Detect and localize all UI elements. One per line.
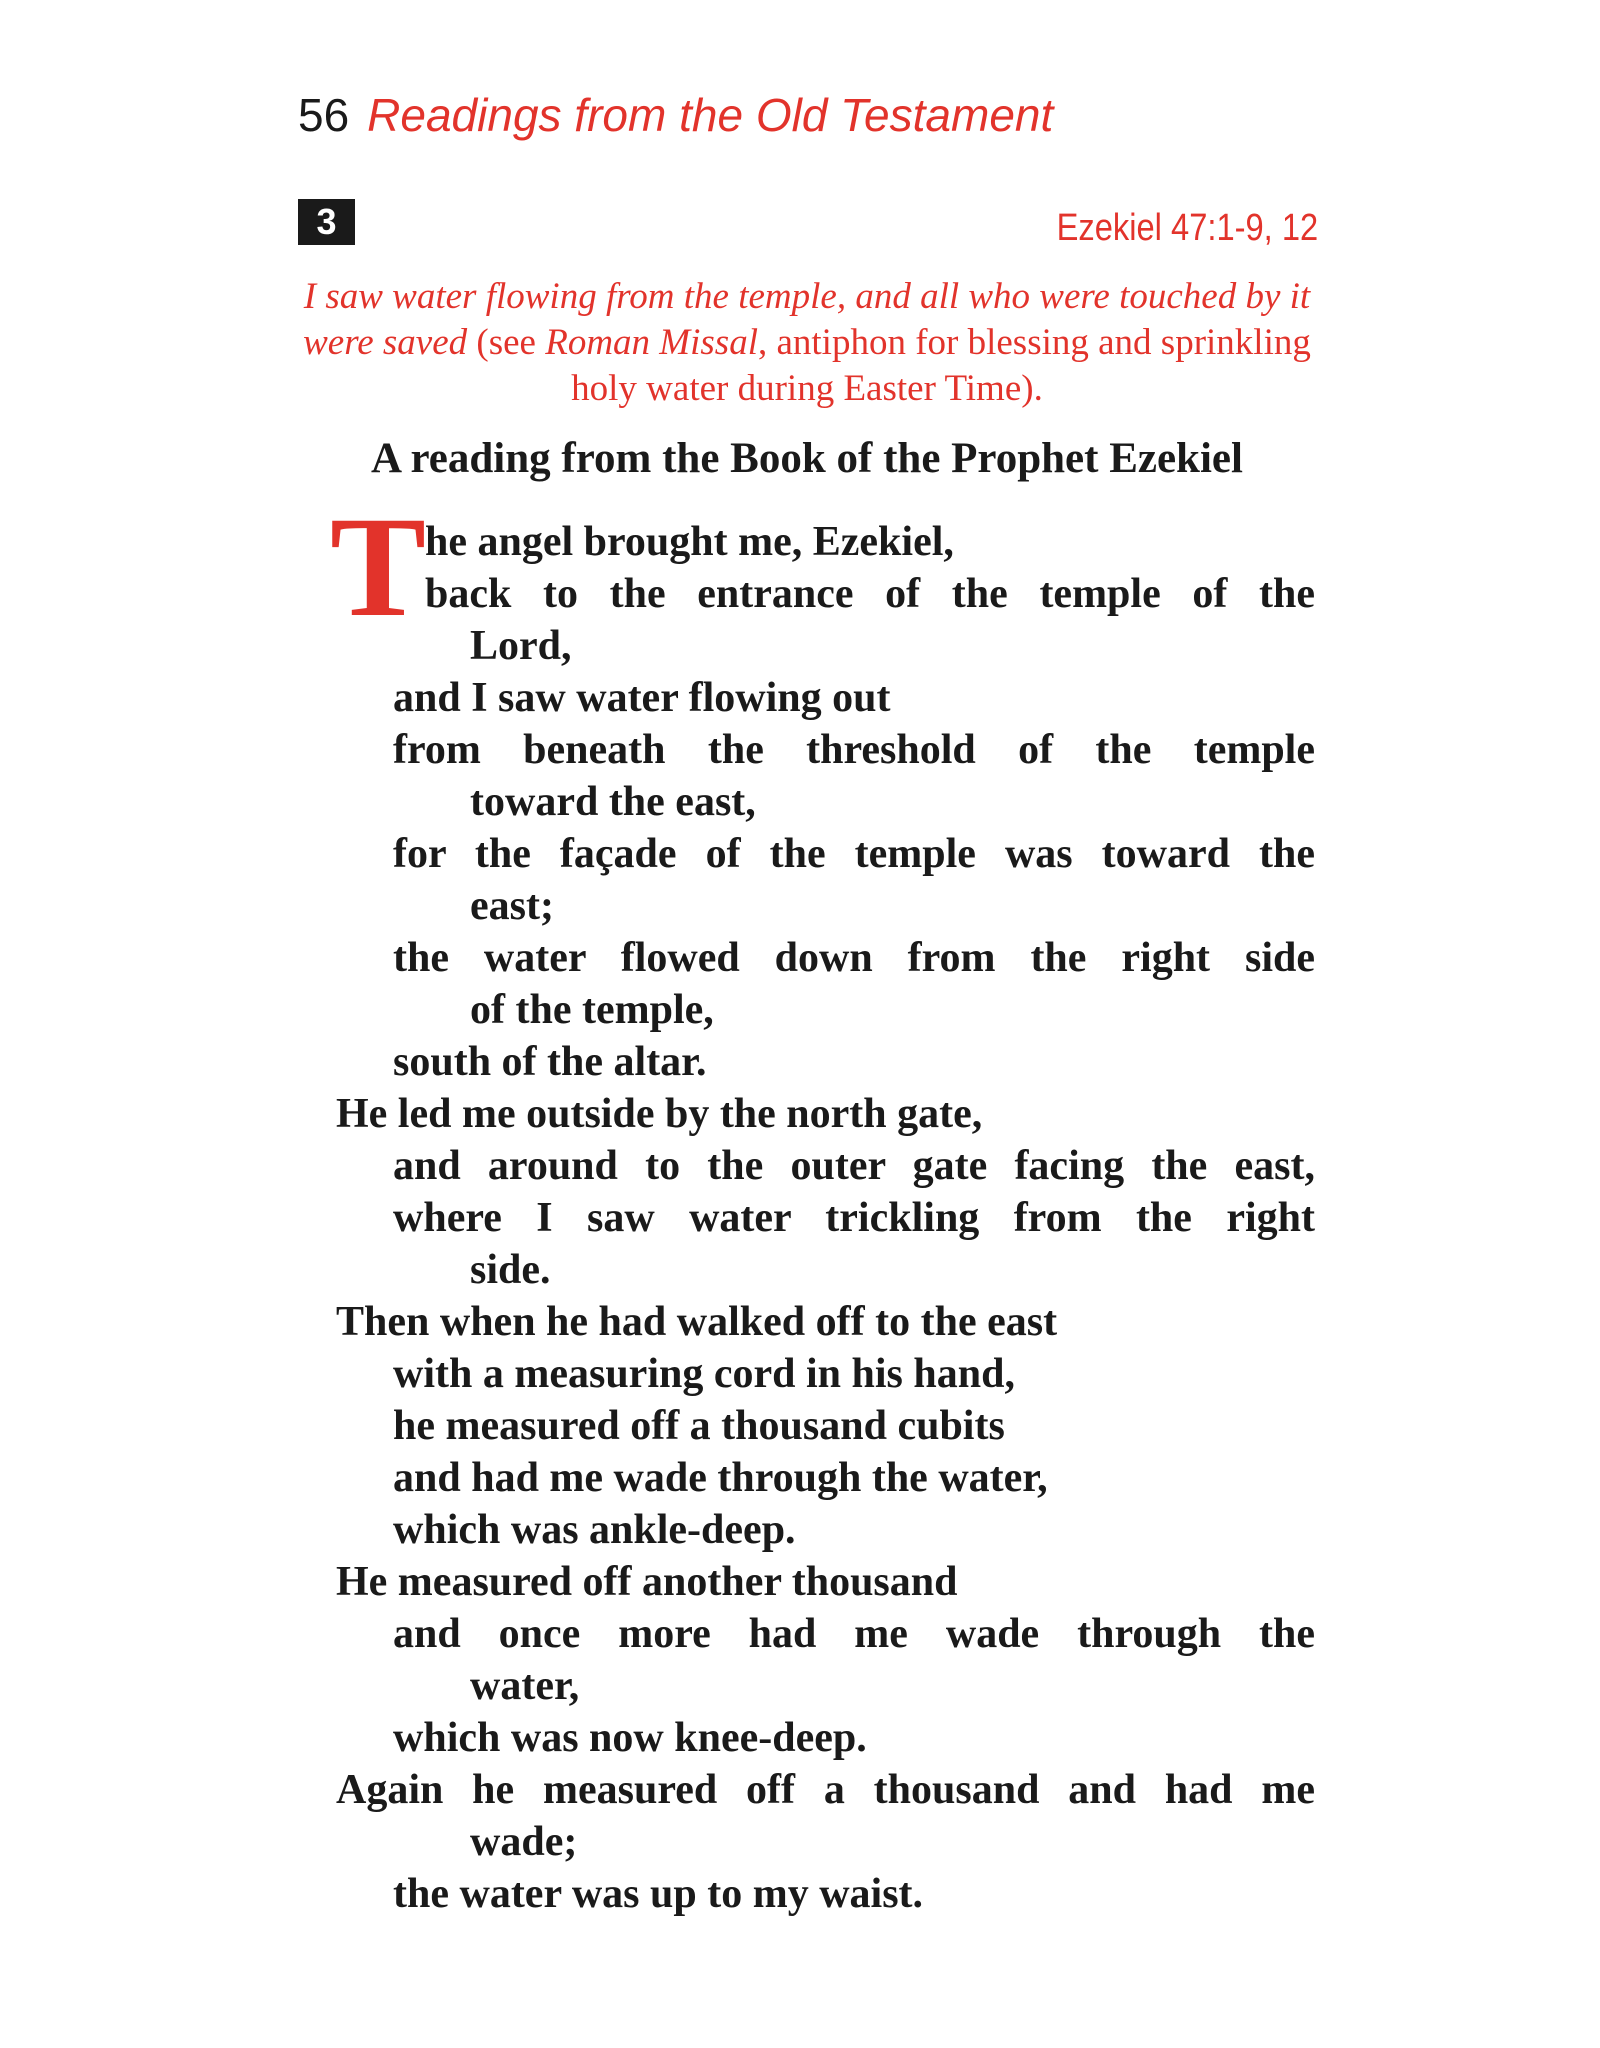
reading-line: south of the altar. — [393, 1039, 707, 1085]
reading-line: Again he measured off a thousand and had me — [336, 1767, 1315, 1813]
reading-line: where I saw water trickling from the right — [393, 1195, 1315, 1241]
running-title: Readings from the Old Testament — [367, 89, 1054, 141]
reading-number-badge: 3 — [298, 199, 355, 245]
reading-line: back to the entrance of the temple of the — [425, 571, 1315, 617]
reading-line: wade; — [470, 1819, 578, 1865]
intro-rest: , antiphon for blessing and sprinkling holy water during Easter Time). — [571, 322, 1311, 409]
reading-line: the water flowed down from the right side — [393, 935, 1315, 981]
reading-line: from beneath the threshold of the temple — [393, 727, 1315, 773]
reading-line: he angel brought me, Ezekiel, — [425, 519, 954, 565]
reading-title: A reading from the Book of the Prophet Ezekiel — [371, 435, 1243, 482]
reading-line: and I saw water flowing out — [393, 675, 891, 721]
reading-line: and once more had me wade through the — [393, 1611, 1315, 1657]
reading-line: which was ankle-deep. — [393, 1507, 796, 1553]
page-header — [298, 88, 1053, 142]
reading-line: He measured off another thousand — [336, 1559, 958, 1605]
page-number: 56 — [298, 89, 350, 141]
intro-see: (see — [467, 322, 546, 363]
reading-line: east; — [470, 883, 554, 929]
drop-cap: T — [330, 488, 427, 647]
intro-missal: Roman Missal — [545, 322, 758, 363]
reading-line: side. — [470, 1247, 551, 1293]
reading-line: he measured off a thousand cubits — [393, 1403, 1005, 1449]
reading-line: Lord, — [470, 623, 572, 669]
scripture-citation: Ezekiel 47:1-9, 12 — [1056, 207, 1318, 249]
reading-line: toward the east, — [470, 779, 756, 825]
reading-line: and had me wade through the water, — [393, 1455, 1048, 1501]
reading-line: the water was up to my waist. — [393, 1871, 924, 1917]
reading-line: and around to the outer gate facing the east, — [393, 1143, 1315, 1189]
reading-line: for the façade of the temple was toward the — [393, 831, 1315, 877]
reading-line: He led me outside by the north gate, — [336, 1091, 983, 1137]
reading-line: which was now knee-deep. — [393, 1715, 867, 1761]
reading-line: water, — [470, 1663, 580, 1709]
intro-summary: I saw water flowing from the temple, and all who were touched by it were saved — [303, 276, 1311, 363]
reading-line: of the temple, — [470, 987, 714, 1033]
reading-line: Then when he had walked off to the east — [336, 1299, 1058, 1345]
reading-intro — [296, 274, 1318, 412]
reading-line: with a measuring cord in his hand, — [393, 1351, 1015, 1397]
